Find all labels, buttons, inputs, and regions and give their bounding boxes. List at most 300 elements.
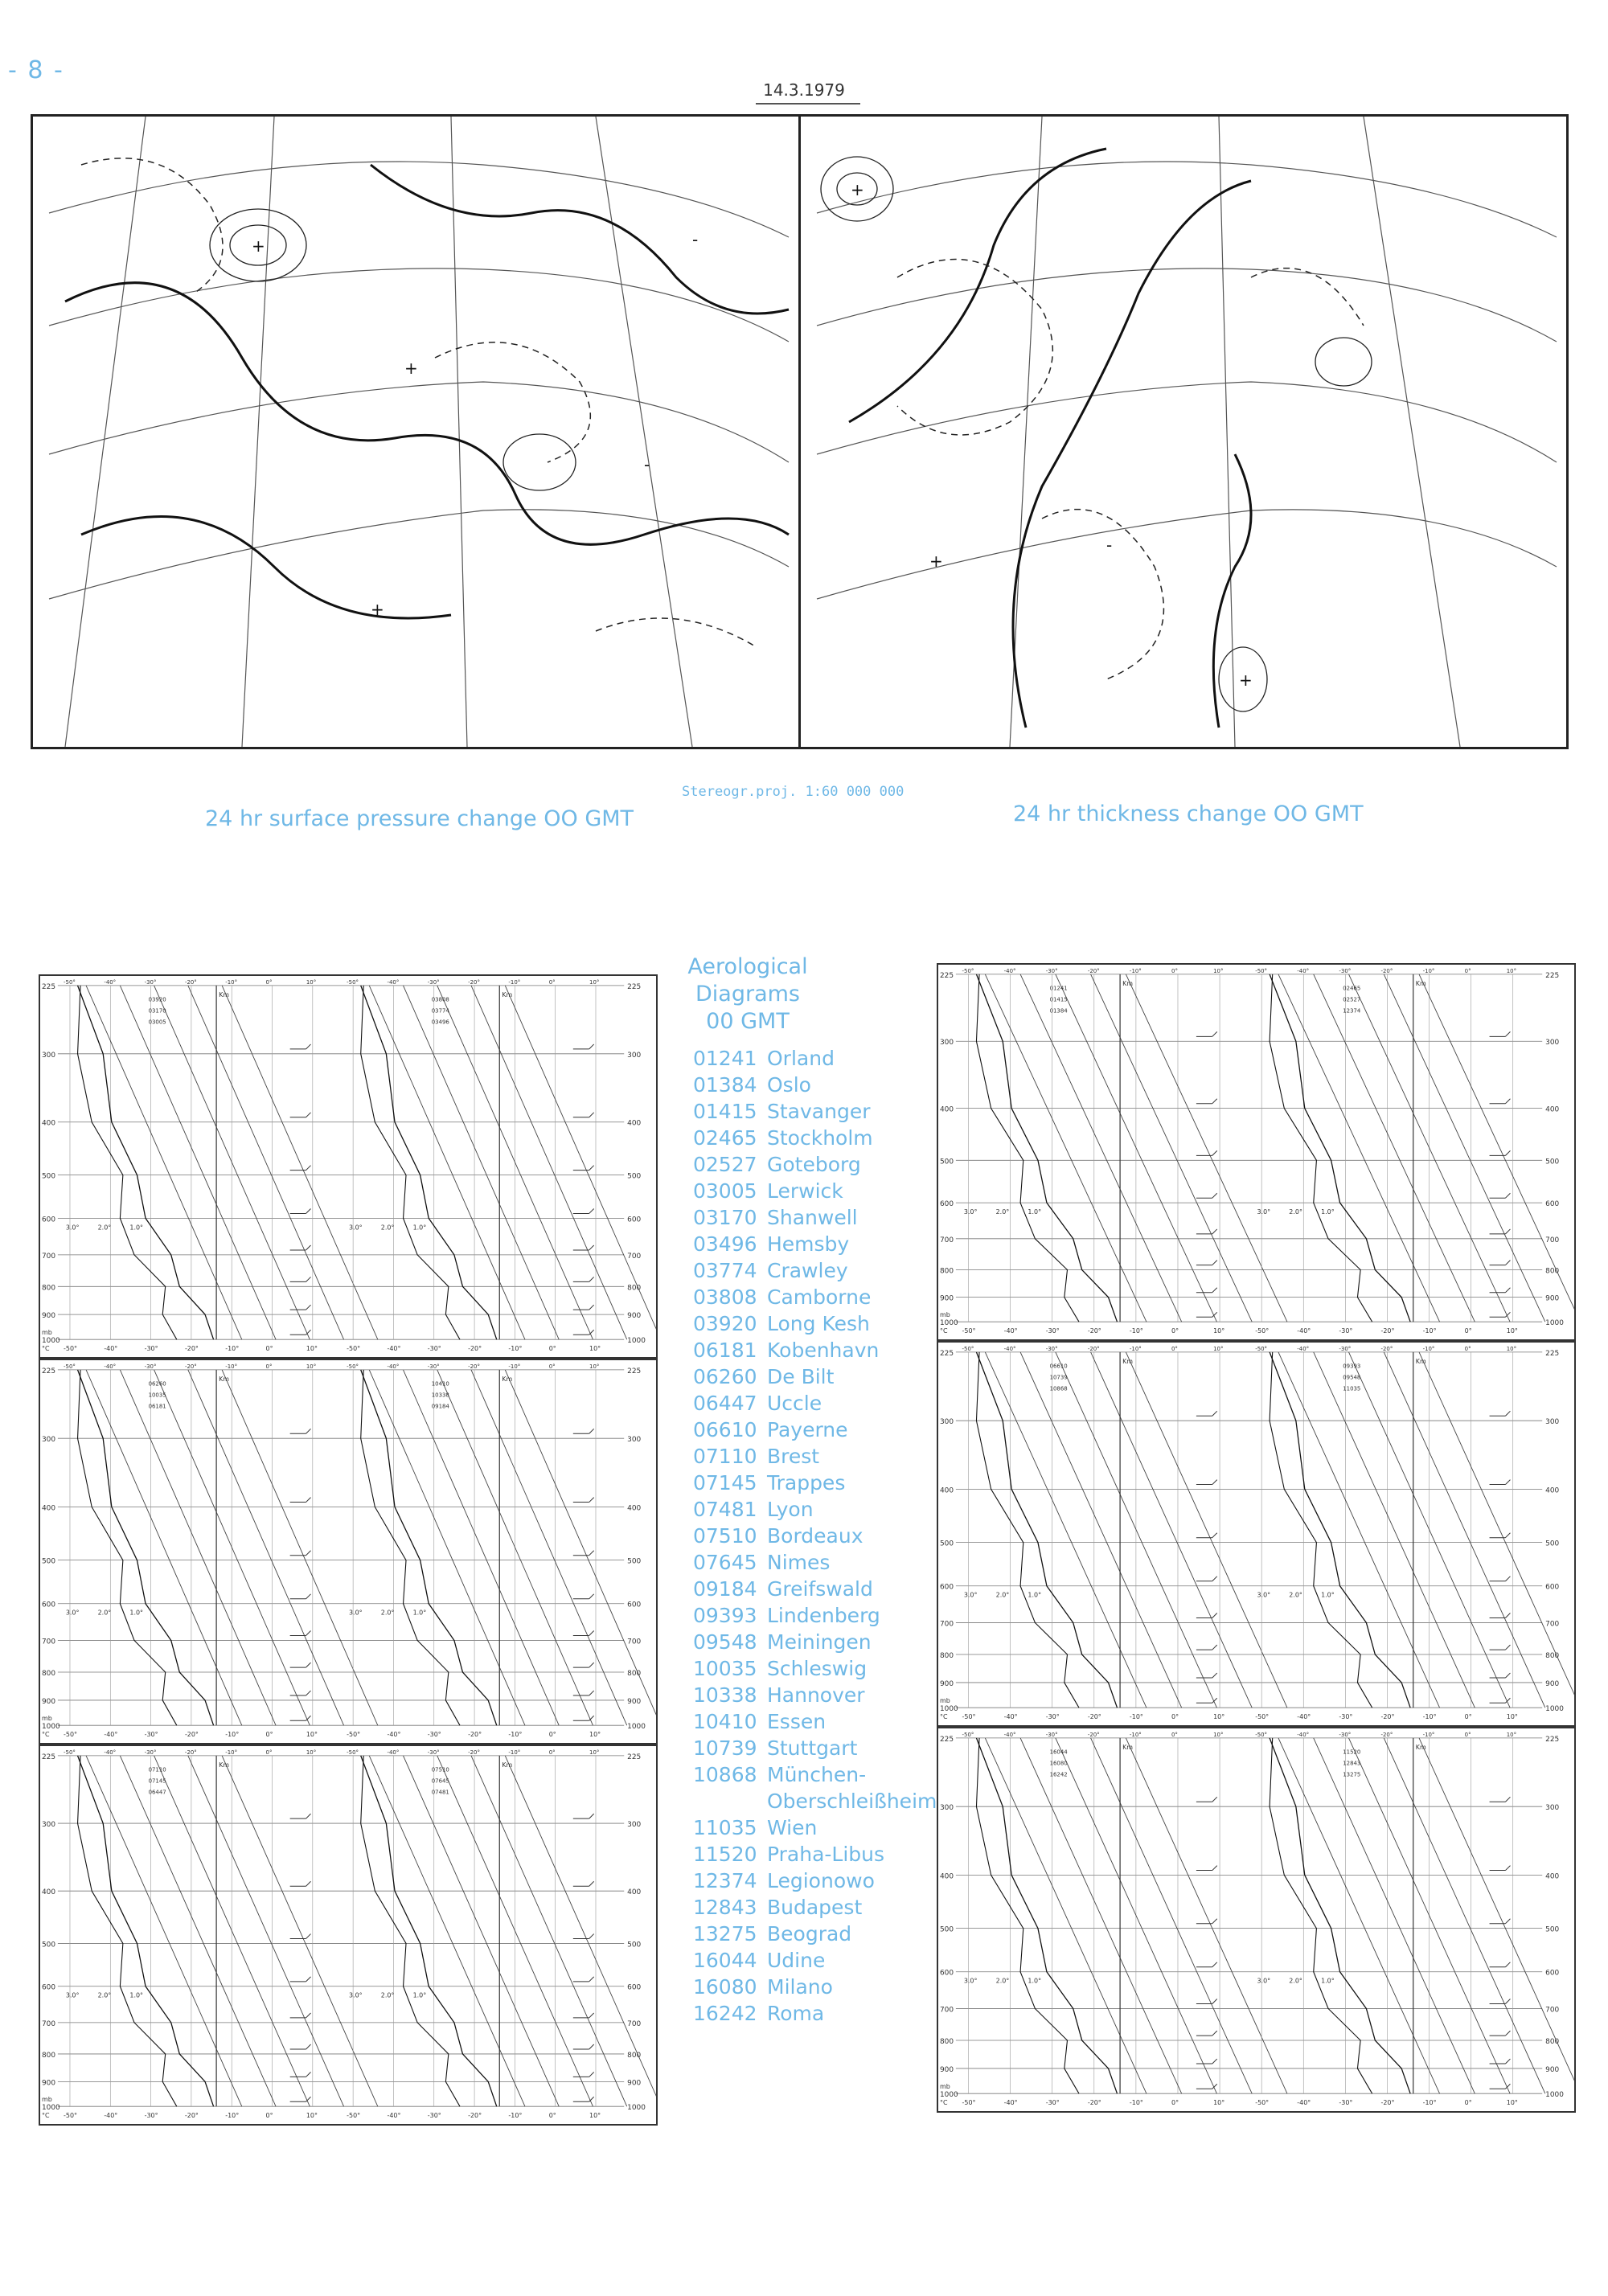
station-code: 11520 xyxy=(693,1843,757,1866)
wind-barb xyxy=(1505,1193,1510,1198)
wind-barb xyxy=(1505,1673,1510,1678)
station-code: 03774 xyxy=(693,1259,757,1282)
temperature-tick-label: 0° xyxy=(265,1749,273,1756)
svg-text:+: + xyxy=(929,551,943,571)
station-code xyxy=(693,1788,767,1814)
pressure-unit-label: mb xyxy=(41,1329,52,1337)
pressure-label: 225 xyxy=(1545,971,1560,980)
height-unit-label: Km xyxy=(219,1761,230,1769)
temperature-unit-label: °C xyxy=(939,1713,948,1721)
theta-label: 2.0° xyxy=(1289,1208,1302,1216)
pressure-label: 600 xyxy=(939,1200,954,1209)
station-entry xyxy=(693,1284,937,1310)
pressure-label: 600 xyxy=(41,1216,56,1224)
diagram-station-code: 12374 xyxy=(1343,1007,1361,1015)
wind-barb xyxy=(306,1934,311,1939)
pressure-map-drawing xyxy=(33,117,797,747)
pressure-label: 600 xyxy=(41,1601,56,1609)
pressure-label: 600 xyxy=(627,1216,642,1224)
wind-barb xyxy=(589,1551,594,1556)
pressure-label: 700 xyxy=(627,1252,642,1261)
station-entry xyxy=(693,1947,937,1974)
wind-barb xyxy=(589,2044,594,2049)
temperature-tick-label: -10° xyxy=(1422,1327,1437,1335)
temperature-tick-label: 0° xyxy=(1171,1713,1179,1721)
station-name: Shanwell xyxy=(767,1206,858,1229)
wind-barb xyxy=(1505,1533,1510,1538)
station-code: 02527 xyxy=(693,1153,757,1176)
diagram-station-code: 01241 xyxy=(1049,985,1068,992)
temperature-unit-label: °C xyxy=(41,1731,50,1739)
station-name: Greifswald xyxy=(767,1577,873,1601)
station-entry xyxy=(693,1602,937,1629)
diagram-station-code: 07645 xyxy=(431,1777,449,1785)
wind-barb xyxy=(1505,1261,1510,1265)
wind-barb xyxy=(1212,1533,1217,1538)
temperature-tick-label: 10° xyxy=(589,1345,601,1353)
temperature-tick-label: -10° xyxy=(1422,1731,1435,1738)
theta-label: 3.0° xyxy=(1257,1208,1271,1216)
temperature-tick-label: 10° xyxy=(306,1749,317,1756)
temperature-tick-label: -20° xyxy=(1380,967,1393,974)
temperature-tick-label: -10° xyxy=(1129,1327,1143,1335)
station-entry xyxy=(693,1974,937,2000)
height-unit-label: Km xyxy=(1122,1743,1134,1751)
station-name: Essen xyxy=(767,1710,827,1733)
theta-label: 1.0° xyxy=(129,1991,144,1999)
temperature-tick-label: -30° xyxy=(1339,1731,1352,1738)
pressure-label: 400 xyxy=(939,1872,954,1881)
temperature-tick-label: -10° xyxy=(225,2112,240,2120)
pressure-label: 500 xyxy=(939,1158,954,1166)
station-code: 01415 xyxy=(693,1100,757,1123)
pressure-label: 300 xyxy=(939,1804,954,1813)
station-code: 10410 xyxy=(693,1710,757,1733)
diagram-station-code: 07145 xyxy=(148,1777,166,1785)
pressure-label: 700 xyxy=(41,1638,56,1646)
station-code: 01241 xyxy=(693,1047,757,1070)
wind-barb xyxy=(589,1814,594,1818)
temperature-tick-label: -30° xyxy=(1339,1345,1352,1352)
station-code: 12374 xyxy=(693,1869,757,1892)
pressure-label: 500 xyxy=(1545,1925,1560,1934)
pressure-label: 400 xyxy=(939,1486,954,1495)
theta-label: 3.0° xyxy=(348,1609,363,1617)
temperature-tick-label: -40° xyxy=(104,2112,118,2120)
diagram-station-code: 03170 xyxy=(148,1007,166,1015)
station-entry xyxy=(693,1523,937,1549)
pressure-label: 900 xyxy=(627,1697,642,1706)
temperature-unit-label: °C xyxy=(41,1345,50,1353)
station-entry xyxy=(693,1814,937,1841)
diagram-station-code: 07481 xyxy=(431,1789,449,1796)
pressure-label: 300 xyxy=(41,1436,56,1445)
pressure-label: 500 xyxy=(41,1557,56,1566)
page-date: 14.3.1979 xyxy=(763,80,845,100)
temperature-tick-label: -30° xyxy=(1045,2099,1060,2107)
theta-label: 3.0° xyxy=(65,1991,80,1999)
wind-barb xyxy=(1212,1576,1217,1581)
station-code: 09548 xyxy=(693,1630,757,1654)
diagram-station-code: 02465 xyxy=(1343,985,1361,992)
diagram-station-code: 03774 xyxy=(431,1007,449,1015)
station-name: De Bilt xyxy=(767,1365,835,1388)
temperature-tick-label: 10° xyxy=(1213,1327,1225,1335)
theta-label: 1.0° xyxy=(1321,1591,1335,1599)
theta-label: 1.0° xyxy=(412,1609,427,1617)
temperature-tick-label: -50° xyxy=(64,1731,77,1739)
temperature-tick-label: -20° xyxy=(1087,967,1100,974)
wind-barb xyxy=(589,1881,594,1886)
temperature-tick-label: -50° xyxy=(962,1731,974,1738)
pressure-label: 700 xyxy=(939,1620,954,1629)
station-entry xyxy=(693,1629,937,1655)
temperature-tick-label: 0° xyxy=(1171,1731,1178,1738)
theta-label: 1.0° xyxy=(129,1609,144,1617)
temperature-tick-label: -10° xyxy=(508,1731,523,1739)
wind-barb xyxy=(306,1691,311,1695)
pressure-label: 600 xyxy=(41,1983,56,1992)
temperature-tick-label: -40° xyxy=(387,1345,401,1353)
pressure-label: 700 xyxy=(627,2019,642,2028)
theta-label: 3.0° xyxy=(963,1977,978,1985)
temperature-tick-label: -50° xyxy=(1255,1713,1270,1721)
wind-barb xyxy=(1212,1866,1217,1871)
station-code: 07145 xyxy=(693,1471,757,1494)
wind-barb xyxy=(589,1209,594,1214)
temperature-tick-label: 0° xyxy=(265,978,273,986)
diagram-station-code: 09184 xyxy=(431,1403,449,1410)
temperature-unit-label: °C xyxy=(939,1327,948,1335)
theta-label: 3.0° xyxy=(963,1208,978,1216)
diagram-station-code: 11520 xyxy=(1343,1749,1361,1756)
station-name: Uccle xyxy=(767,1392,822,1415)
temperature-tick-label: 0° xyxy=(548,1749,556,1756)
temperature-tick-label: -40° xyxy=(1003,967,1016,974)
temperature-tick-label: 0° xyxy=(265,1345,273,1353)
pressure-label: 700 xyxy=(939,1236,954,1244)
station-name: Hannover xyxy=(767,1683,865,1707)
thickness-change-map xyxy=(798,117,1569,747)
station-name: Camborne xyxy=(767,1285,872,1309)
temperature-tick-label: 10° xyxy=(306,1363,317,1370)
wind-barb xyxy=(1505,1919,1510,1924)
station-name: Budapest xyxy=(767,1896,863,1919)
theta-label: 3.0° xyxy=(65,1224,80,1232)
theta-label: 2.0° xyxy=(380,1609,395,1617)
pressure-label: 700 xyxy=(1545,1236,1560,1244)
temperature-tick-label: -40° xyxy=(1297,967,1310,974)
pressure-label: 400 xyxy=(627,1504,642,1513)
pressure-label: 500 xyxy=(939,1540,954,1548)
station-code: 10739 xyxy=(693,1736,757,1760)
station-name: Long Kesh xyxy=(767,1312,870,1335)
pressure-label: 700 xyxy=(1545,2006,1560,2015)
theta-label: 2.0° xyxy=(380,1991,395,1999)
wind-barb xyxy=(1505,1797,1510,1802)
temperature-tick-label: -50° xyxy=(1255,1327,1270,1335)
pressure-label: 500 xyxy=(41,1172,56,1181)
wind-barb xyxy=(1212,1645,1217,1650)
wind-barb xyxy=(589,1691,594,1695)
temperature-tick-label: -20° xyxy=(1380,1345,1393,1352)
wind-barb xyxy=(1505,1613,1510,1618)
station-name: Nimes xyxy=(767,1551,831,1574)
wind-barb xyxy=(1212,1797,1217,1802)
station-name: Lerwick xyxy=(767,1179,843,1203)
theta-label: 1.0° xyxy=(412,1991,427,1999)
temperature-tick-label: -40° xyxy=(387,978,400,986)
station-code: 07645 xyxy=(693,1551,757,1574)
svg-text:-: - xyxy=(692,230,699,249)
pressure-label: 300 xyxy=(939,1418,954,1427)
temperature-tick-label: 10° xyxy=(1213,1345,1224,1352)
temperature-tick-label: -40° xyxy=(1003,1731,1016,1738)
temperature-tick-label: -50° xyxy=(1255,967,1268,974)
wind-barb xyxy=(1212,1193,1217,1198)
theta-label: 2.0° xyxy=(97,1609,112,1617)
pressure-label: 600 xyxy=(627,1601,642,1609)
wind-barb xyxy=(589,1631,594,1636)
wind-barb xyxy=(1505,1480,1510,1485)
temperature-tick-label: 0° xyxy=(1464,1731,1471,1738)
station-name: Legionowo xyxy=(767,1869,875,1892)
temperature-tick-label: -50° xyxy=(962,1713,976,1721)
pressure-label: 600 xyxy=(939,1969,954,1978)
height-unit-label: Km xyxy=(502,1375,513,1383)
height-unit-label: Km xyxy=(219,1375,230,1383)
temperature-tick-label: -20° xyxy=(1380,1731,1393,1738)
wind-barb xyxy=(306,1881,311,1886)
station-entry xyxy=(693,1549,937,1576)
theta-label: 3.0° xyxy=(65,1609,80,1617)
station-code: 09184 xyxy=(693,1577,757,1601)
pressure-label: 800 xyxy=(1545,1267,1560,1276)
station-list xyxy=(693,1045,937,2027)
wind-barb xyxy=(306,1305,311,1310)
station-entry xyxy=(693,1072,937,1098)
temperature-tick-label: -20° xyxy=(184,1345,199,1353)
temperature-tick-label: -40° xyxy=(104,978,117,986)
temperature-tick-label: -10° xyxy=(1129,1731,1142,1738)
pressure-label: 1000 xyxy=(41,1723,60,1732)
temperature-tick-label: -20° xyxy=(468,1731,482,1739)
station-entry xyxy=(693,1496,937,1523)
theta-label: 2.0° xyxy=(995,1208,1010,1216)
pressure-label: 900 xyxy=(939,1679,954,1688)
weather-maps-frame xyxy=(31,114,1569,749)
temperature-tick-label: -50° xyxy=(1255,1731,1268,1738)
theta-label: 1.0° xyxy=(412,1224,427,1232)
temperature-tick-label: -20° xyxy=(468,978,480,986)
temperature-tick-label: 0° xyxy=(548,1363,556,1370)
temperature-tick-label: 0° xyxy=(1464,1713,1472,1721)
wind-barb xyxy=(306,1277,311,1281)
station-entry xyxy=(693,1363,937,1390)
diagram-station-code: 03808 xyxy=(431,996,449,1003)
pressure-unit-label: mb xyxy=(939,1311,950,1319)
station-name: Kobenhavn xyxy=(767,1339,880,1362)
temperature-tick-label: -10° xyxy=(1422,1713,1437,1721)
wind-barb xyxy=(1212,2059,1217,2064)
pressure-label: 900 xyxy=(939,1294,954,1303)
legend-title-line1: Aerological xyxy=(687,954,808,979)
temperature-unit-label: °C xyxy=(939,2099,948,2107)
wind-barb xyxy=(1212,1673,1217,1678)
wind-barb xyxy=(306,1663,311,1667)
station-code: 12843 xyxy=(693,1896,757,1919)
temperature-tick-label: -20° xyxy=(468,1363,480,1370)
pressure-label: 1000 xyxy=(1545,1319,1564,1328)
theta-label: 2.0° xyxy=(1289,1591,1302,1599)
diagram-station-code: 03005 xyxy=(148,1019,166,1026)
station-name: Lyon xyxy=(767,1498,814,1521)
station-entry xyxy=(693,1178,937,1204)
temperature-tick-label: -30° xyxy=(1045,1327,1060,1335)
station-entry xyxy=(693,1868,937,1894)
pressure-label: 400 xyxy=(627,1119,642,1128)
pressure-label: 1000 xyxy=(939,1705,958,1714)
temperature-tick-label: -40° xyxy=(1297,2099,1311,2107)
temperature-tick-label: 0° xyxy=(265,1731,273,1739)
svg-text:+: + xyxy=(252,236,265,256)
diagram-station-code: 02527 xyxy=(1343,996,1361,1003)
station-code: 16044 xyxy=(693,1949,757,1972)
wind-barb xyxy=(1212,1999,1217,2004)
temperature-tick-label: -30° xyxy=(144,978,157,986)
station-entry xyxy=(693,1390,937,1417)
temperature-tick-label: -30° xyxy=(1339,1713,1353,1721)
station-name: Roma xyxy=(767,2002,825,2025)
temperature-tick-label: -20° xyxy=(1087,1713,1101,1721)
diagram-station-code: 16242 xyxy=(1049,1771,1068,1778)
wind-barb xyxy=(1212,1613,1217,1618)
wind-barb xyxy=(1212,1480,1217,1485)
temperature-tick-label: 0° xyxy=(1171,967,1178,974)
pressure-label: 225 xyxy=(939,971,954,980)
pressure-label: 500 xyxy=(939,1925,954,1934)
temperature-tick-label: -20° xyxy=(1087,1327,1101,1335)
pressure-label: 225 xyxy=(1545,1349,1560,1358)
temperature-tick-label: -30° xyxy=(1339,967,1352,974)
temperature-tick-label: -50° xyxy=(64,978,76,986)
temperature-tick-label: -40° xyxy=(1003,1345,1016,1352)
station-code: 16080 xyxy=(693,1975,757,1999)
temperature-tick-label: -10° xyxy=(508,1363,521,1370)
date-underline xyxy=(756,103,860,105)
theta-label: 3.0° xyxy=(1257,1591,1271,1599)
diagram-station-code: 07510 xyxy=(431,1766,449,1773)
temperature-tick-label: -30° xyxy=(427,1363,440,1370)
pressure-label: 225 xyxy=(627,1367,642,1376)
temperature-tick-label: -50° xyxy=(962,1345,974,1352)
wind-barb xyxy=(306,1429,311,1433)
wind-barb xyxy=(306,1551,311,1556)
wind-barb xyxy=(1505,1866,1510,1871)
temperature-tick-label: -10° xyxy=(508,1749,521,1756)
pressure-label: 1000 xyxy=(627,2104,646,2113)
temperature-tick-label: -10° xyxy=(225,1345,240,1353)
temperature-tick-label: -30° xyxy=(427,1345,441,1353)
temperature-tick-label: -10° xyxy=(225,1363,238,1370)
station-code: 07481 xyxy=(693,1498,757,1521)
pressure-label: 1000 xyxy=(939,2091,958,2100)
pressure-label: 400 xyxy=(1545,1486,1560,1495)
pressure-label: 800 xyxy=(41,2051,56,2060)
station-name: Milano xyxy=(767,1975,833,1999)
wind-barb xyxy=(306,1209,311,1214)
diagram-station-code: 09393 xyxy=(1343,1363,1361,1370)
pressure-label: 500 xyxy=(1545,1540,1560,1548)
temperature-tick-label: 0° xyxy=(548,1345,556,1353)
pressure-label: 900 xyxy=(939,2065,954,2074)
theta-label: 2.0° xyxy=(97,1991,112,1999)
station-name: Trappes xyxy=(767,1471,846,1494)
station-entry xyxy=(693,1443,937,1470)
aerological-diagram-panel-2 xyxy=(937,963,1576,1341)
station-entry xyxy=(693,2000,937,2027)
projection-scale-note: Stereogr.proj. 1:60 000 000 xyxy=(682,784,904,800)
pressure-label: 225 xyxy=(939,1349,954,1358)
temperature-tick-label: -40° xyxy=(1003,1327,1018,1335)
pressure-label: 900 xyxy=(1545,2065,1560,2074)
pressure-label: 700 xyxy=(1545,1620,1560,1629)
station-code: 09393 xyxy=(693,1604,757,1627)
station-name: Meiningen xyxy=(767,1630,872,1654)
temperature-tick-label: 10° xyxy=(589,978,600,986)
temperature-tick-label: -10° xyxy=(1129,967,1142,974)
wind-barb xyxy=(589,1044,594,1049)
wind-barb xyxy=(589,1934,594,1939)
temperature-tick-label: 0° xyxy=(548,1731,556,1739)
aerological-diagram-4 xyxy=(938,1343,1574,1725)
wind-barb xyxy=(1212,1229,1217,1234)
temperature-tick-label: -40° xyxy=(387,2112,401,2120)
temperature-tick-label: -50° xyxy=(347,1363,359,1370)
pressure-label: 700 xyxy=(41,1252,56,1261)
temperature-tick-label: 10° xyxy=(589,2112,601,2120)
station-code: 10338 xyxy=(693,1683,757,1707)
aerological-diagram-2 xyxy=(938,965,1574,1339)
wind-barb xyxy=(1212,1919,1217,1924)
diagram-station-code: 12843 xyxy=(1343,1760,1361,1767)
pressure-label: 300 xyxy=(1545,1039,1560,1048)
height-unit-label: Km xyxy=(1415,1743,1426,1751)
temperature-tick-label: 10° xyxy=(1213,1713,1225,1721)
pressure-label: 1000 xyxy=(41,2104,60,2113)
temperature-tick-label: -40° xyxy=(387,1731,401,1739)
pressure-label: 800 xyxy=(627,2051,642,2060)
diagram-station-code: 10035 xyxy=(148,1392,166,1399)
temperature-tick-label: -30° xyxy=(1339,2099,1353,2107)
temperature-tick-label: -20° xyxy=(468,2112,482,2120)
station-name: Schleswig xyxy=(767,1657,868,1680)
temperature-tick-label: 0° xyxy=(1171,2099,1179,2107)
height-unit-label: Km xyxy=(219,990,230,998)
pressure-label: 700 xyxy=(41,2019,56,2028)
temperature-tick-label: -10° xyxy=(508,2112,523,2120)
wind-barb xyxy=(306,1977,311,1982)
wind-barb xyxy=(1505,1150,1510,1155)
surface-pressure-caption: 24 hr surface pressure change OO GMT xyxy=(205,806,634,831)
station-code: 10035 xyxy=(693,1657,757,1680)
station-name: Crawley xyxy=(767,1259,848,1282)
station-entry xyxy=(693,1761,937,1788)
station-code: 01384 xyxy=(693,1073,757,1097)
wind-barb xyxy=(1212,1288,1217,1293)
theta-label: 2.0° xyxy=(380,1224,395,1232)
wind-barb xyxy=(1505,1411,1510,1416)
